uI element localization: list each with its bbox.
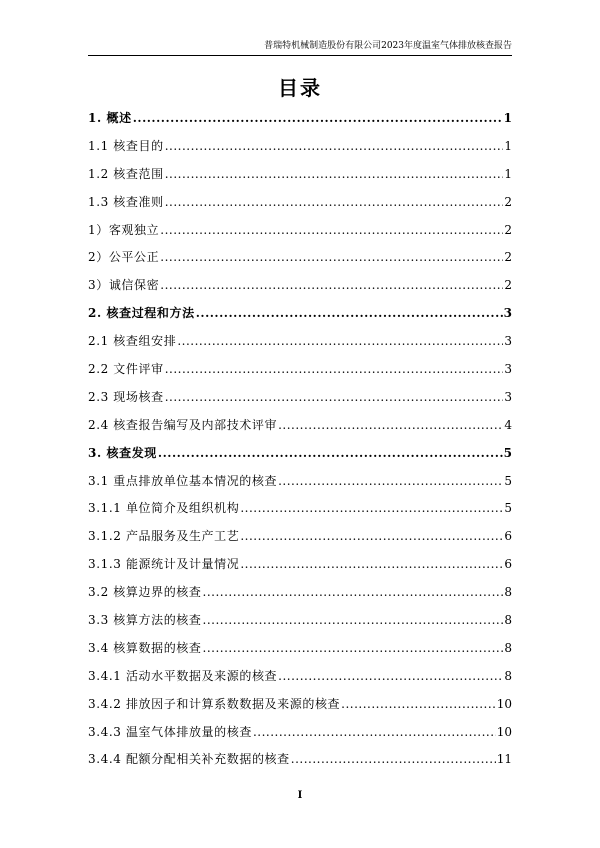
toc-entry-label: 3.4.3 温室气体排放量的核查	[88, 724, 252, 739]
toc-entry[interactable]	[88, 360, 512, 388]
toc-entry-page: 4	[504, 417, 512, 432]
toc-dot-leader	[203, 585, 504, 599]
toc-dot-leader	[165, 167, 504, 181]
toc-entry-page: 3	[504, 362, 512, 377]
page-title: 目录	[278, 76, 322, 100]
toc-entry-label: 1.3 核查准则	[88, 194, 164, 209]
toc-dot-leader	[196, 306, 503, 320]
toc-entry[interactable]	[88, 248, 512, 276]
toc-entry-label: 1. 概述	[88, 111, 132, 125]
toc-entry-label: 3.1.2 产品服务及生产工艺	[88, 529, 240, 544]
toc-entry[interactable]	[88, 165, 512, 193]
toc-entry-page: 2	[504, 222, 512, 237]
toc-dot-leader	[341, 697, 496, 711]
toc-dot-leader	[160, 278, 503, 292]
toc-dot-leader	[160, 250, 503, 264]
toc-entry-label: 3.1.3 能源统计及计量情况	[88, 557, 240, 572]
toc-entry[interactable]	[88, 388, 512, 416]
toc-entry[interactable]	[88, 416, 512, 444]
toc-entry[interactable]	[88, 276, 512, 304]
toc-entry[interactable]	[88, 444, 512, 472]
toc-entry-page: 10	[496, 724, 512, 739]
toc-entry-label: 1.1 核查目的	[88, 138, 164, 153]
toc-entry-page: 8	[504, 640, 512, 655]
toc-entry-label: 2.3 现场核查	[88, 389, 164, 404]
toc-entry[interactable]	[88, 332, 512, 360]
toc-entry[interactable]	[88, 611, 512, 639]
toc-dot-leader	[160, 223, 503, 237]
toc-entry-page: 2	[504, 194, 512, 209]
toc-dot-leader	[203, 641, 504, 655]
toc-entry-label: 3.2 核算边界的核查	[88, 585, 202, 600]
toc-entry-page: 11	[496, 752, 512, 767]
toc-entry[interactable]	[88, 193, 512, 221]
toc-entry-label: 2）公平公正	[88, 250, 160, 265]
toc-entry-page: 5	[503, 445, 512, 460]
toc-entry[interactable]	[88, 304, 512, 332]
toc-entry[interactable]	[88, 695, 512, 723]
toc-dot-leader	[240, 557, 503, 571]
toc-entry[interactable]	[88, 667, 512, 695]
toc-entry[interactable]	[88, 723, 512, 751]
toc-entry-page: 1	[503, 111, 512, 125]
toc-dot-leader	[291, 752, 496, 766]
toc-dot-leader	[158, 446, 503, 460]
toc-dot-leader	[165, 195, 504, 209]
toc-entry-page: 6	[504, 529, 512, 544]
toc-dot-leader	[278, 474, 503, 488]
toc-entry[interactable]	[88, 499, 512, 527]
toc-dot-leader	[177, 334, 503, 348]
toc-entry[interactable]	[88, 750, 512, 778]
toc-entry-page: 1	[504, 166, 512, 181]
toc-entry-label: 3.4.1 活动水平数据及来源的核查	[88, 668, 278, 683]
toc-dot-leader	[165, 139, 504, 153]
toc-entry-page: 5	[504, 473, 512, 488]
toc-entry-page: 2	[504, 250, 512, 265]
toc-entry[interactable]	[88, 527, 512, 555]
toc-entry-page: 3	[503, 306, 512, 321]
toc-entry[interactable]	[88, 137, 512, 165]
toc-entry-label: 3.3 核算方法的核查	[88, 613, 202, 628]
toc-entry-page: 3	[504, 334, 512, 349]
toc-dot-leader	[278, 669, 503, 683]
toc-entry-page: 2	[504, 278, 512, 293]
toc-entry-label: 3.4.4 配额分配相关补充数据的核查	[88, 752, 290, 767]
toc-entry-label: 1）客观独立	[88, 222, 160, 237]
toc-entry-page: 3	[504, 389, 512, 404]
toc-entry-page: 8	[504, 613, 512, 628]
toc-entry-page: 10	[496, 696, 512, 711]
toc-entry-label: 3. 核查发现	[88, 445, 157, 460]
toc-entry[interactable]	[88, 472, 512, 500]
toc-dot-leader	[165, 362, 504, 376]
toc-dot-leader	[278, 418, 503, 432]
toc-entry[interactable]	[88, 109, 512, 137]
toc-entry-label: 2.1 核查组安排	[88, 334, 177, 349]
toc-entry-label: 1.2 核查范围	[88, 166, 164, 181]
toc-dot-leader	[253, 725, 496, 739]
toc-entry-label: 2.4 核查报告编写及内部技术评审	[88, 417, 278, 432]
toc-dot-leader	[133, 111, 503, 125]
toc-dot-leader	[240, 529, 503, 543]
toc-entry-page: 8	[504, 585, 512, 600]
running-header: 普瑞特机械制造股份有限公司2023年度温室气体排放核查报告	[88, 40, 512, 56]
toc-entry-page: 8	[504, 668, 512, 683]
toc-entry-label: 3.4 核算数据的核查	[88, 640, 202, 655]
toc-entry[interactable]	[88, 555, 512, 583]
toc-entry[interactable]	[88, 221, 512, 249]
page-number: I	[297, 790, 303, 801]
toc-entry-page: 1	[504, 138, 512, 153]
toc-dot-leader	[165, 390, 504, 404]
toc-entry-label: 2. 核查过程和方法	[88, 306, 195, 321]
toc-entry-label: 3.1.1 单位简介及组织机构	[88, 501, 240, 516]
toc-entry[interactable]	[88, 583, 512, 611]
toc-entry-label: 3）诚信保密	[88, 278, 160, 293]
table-of-contents	[88, 109, 512, 778]
toc-dot-leader	[240, 501, 503, 515]
toc-entry[interactable]	[88, 639, 512, 667]
toc-dot-leader	[203, 613, 504, 627]
toc-entry-page: 5	[504, 501, 512, 516]
toc-entry-label: 3.4.2 排放因子和计算系数数据及来源的核查	[88, 696, 341, 711]
toc-entry-label: 2.2 文件评审	[88, 362, 164, 377]
toc-entry-label: 3.1 重点排放单位基本情况的核查	[88, 473, 278, 488]
toc-entry-page: 6	[504, 557, 512, 572]
